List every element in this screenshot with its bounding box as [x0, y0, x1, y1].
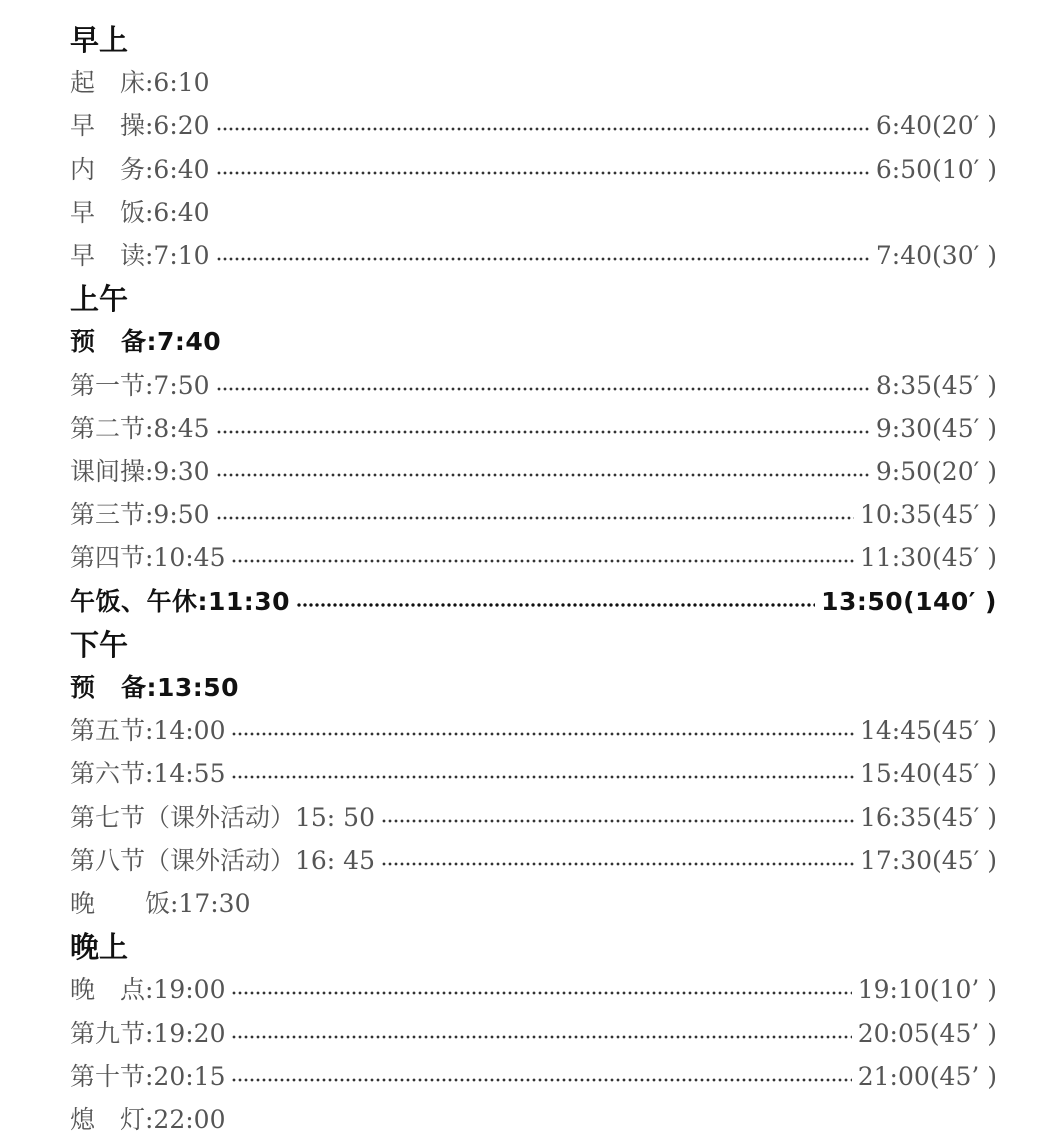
item-label: 第一节:7:50 — [70, 370, 210, 400]
item-end-time: 17:30(45′ ) — [860, 845, 997, 875]
item-label: 第十节:20:15 — [70, 1061, 226, 1091]
dotted-leader — [216, 127, 870, 131]
item-end-time: 6:50(10′ ) — [875, 154, 997, 184]
dotted-leader — [231, 991, 851, 995]
item-label: 晚 饭:17:30 — [70, 889, 251, 918]
schedule-item-period-2 — [70, 411, 997, 447]
schedule-item-morning-exercise — [70, 108, 997, 144]
dotted-leader — [216, 171, 870, 175]
heading-label: 上午 — [70, 282, 129, 317]
dotted-leader — [231, 559, 854, 563]
dotted-leader — [381, 862, 854, 866]
schedule-item-period-5 — [70, 713, 997, 749]
dotted-leader — [231, 775, 854, 779]
item-end-time: 14:45(45′ ) — [860, 716, 997, 746]
schedule-item-dinner — [70, 886, 250, 922]
dotted-leader — [231, 1078, 851, 1082]
schedule-item-morning-reading — [70, 238, 997, 274]
item-end-time: 13:50(140′ ) — [821, 586, 997, 616]
schedule-item-period-8 — [70, 843, 997, 879]
section-heading-morning — [70, 22, 128, 58]
dotted-leader — [296, 603, 815, 607]
schedule-item-roll-call — [70, 972, 997, 1008]
schedule-item-wake-up — [70, 65, 210, 101]
dotted-leader — [381, 819, 854, 823]
item-end-time: 20:05(45’ ) — [857, 1018, 997, 1048]
item-label: 午饭、午休:11:30 — [70, 586, 291, 616]
item-label: 第六节:14:55 — [70, 759, 226, 789]
item-label: 第七节（课外活动）15: 50 — [70, 802, 375, 832]
heading-label: 下午 — [70, 627, 129, 662]
dotted-leader — [216, 430, 870, 434]
schedule-item-lights-out — [70, 1102, 225, 1138]
item-label: 预 备:7:40 — [70, 327, 222, 357]
item-label: 早 读:7:10 — [70, 241, 210, 270]
item-end-time: 15:40(45′ ) — [860, 759, 997, 789]
schedule-item-prep-afternoon — [70, 670, 239, 706]
section-heading-forenoon — [70, 281, 128, 317]
item-label: 课间操:9:30 — [70, 457, 210, 486]
item-label: 第九节:19:20 — [70, 1018, 226, 1048]
item-end-time: 6:40(20′ ) — [875, 111, 997, 141]
item-label: 第三节:9:50 — [70, 500, 210, 530]
schedule-item-break-exercise — [70, 454, 997, 490]
dotted-leader — [216, 257, 870, 261]
schedule-item-prep-morning — [70, 324, 221, 360]
item-label: 起 床:6:10 — [70, 68, 210, 98]
item-label: 晚 点:19:00 — [70, 975, 226, 1005]
dotted-leader — [216, 387, 870, 391]
schedule-item-breakfast — [70, 195, 210, 231]
schedule-item-period-1 — [70, 368, 997, 404]
schedule-item-period-4 — [70, 540, 997, 576]
schedule-item-period-3 — [70, 497, 997, 533]
item-end-time: 11:30(45′ ) — [860, 543, 997, 573]
item-label: 早 饭:6:40 — [70, 197, 210, 227]
schedule-item-period-9 — [70, 1016, 997, 1052]
item-label: 预 备:13:50 — [70, 673, 240, 702]
schedule-item-lunch-rest — [70, 584, 997, 620]
schedule-item-period-10 — [70, 1059, 997, 1095]
heading-label: 晚上 — [70, 930, 129, 965]
dotted-leader — [231, 1035, 851, 1039]
item-end-time: 10:35(45′ ) — [860, 500, 997, 530]
item-label: 内 务:6:40 — [70, 154, 210, 184]
item-label: 第八节（课外活动）16: 45 — [70, 845, 375, 875]
item-end-time: 21:00(45’ ) — [857, 1061, 997, 1091]
item-end-time: 8:35(45′ ) — [875, 370, 997, 400]
item-end-time: 19:10(10’ ) — [857, 975, 997, 1005]
item-label: 第五节:14:00 — [70, 716, 226, 746]
item-label: 熄 灯:22:00 — [70, 1105, 226, 1134]
schedule-item-housekeeping — [70, 152, 997, 188]
item-end-time: 9:30(45′ ) — [875, 413, 997, 443]
section-heading-evening — [70, 929, 128, 965]
item-label: 第二节:8:45 — [70, 413, 210, 443]
item-end-time: 9:50(20′ ) — [875, 457, 997, 486]
heading-label: 早上 — [70, 23, 129, 57]
item-end-time: 16:35(45′ ) — [860, 802, 997, 832]
schedule-item-period-7 — [70, 800, 997, 836]
item-label: 第四节:10:45 — [70, 543, 226, 573]
dotted-leader — [231, 732, 854, 736]
item-end-time: 7:40(30′ ) — [875, 241, 997, 270]
dotted-leader — [216, 516, 854, 520]
section-heading-afternoon — [70, 627, 128, 663]
schedule-item-period-6 — [70, 756, 997, 792]
item-label: 早 操:6:20 — [70, 111, 210, 141]
dotted-leader — [216, 473, 870, 477]
